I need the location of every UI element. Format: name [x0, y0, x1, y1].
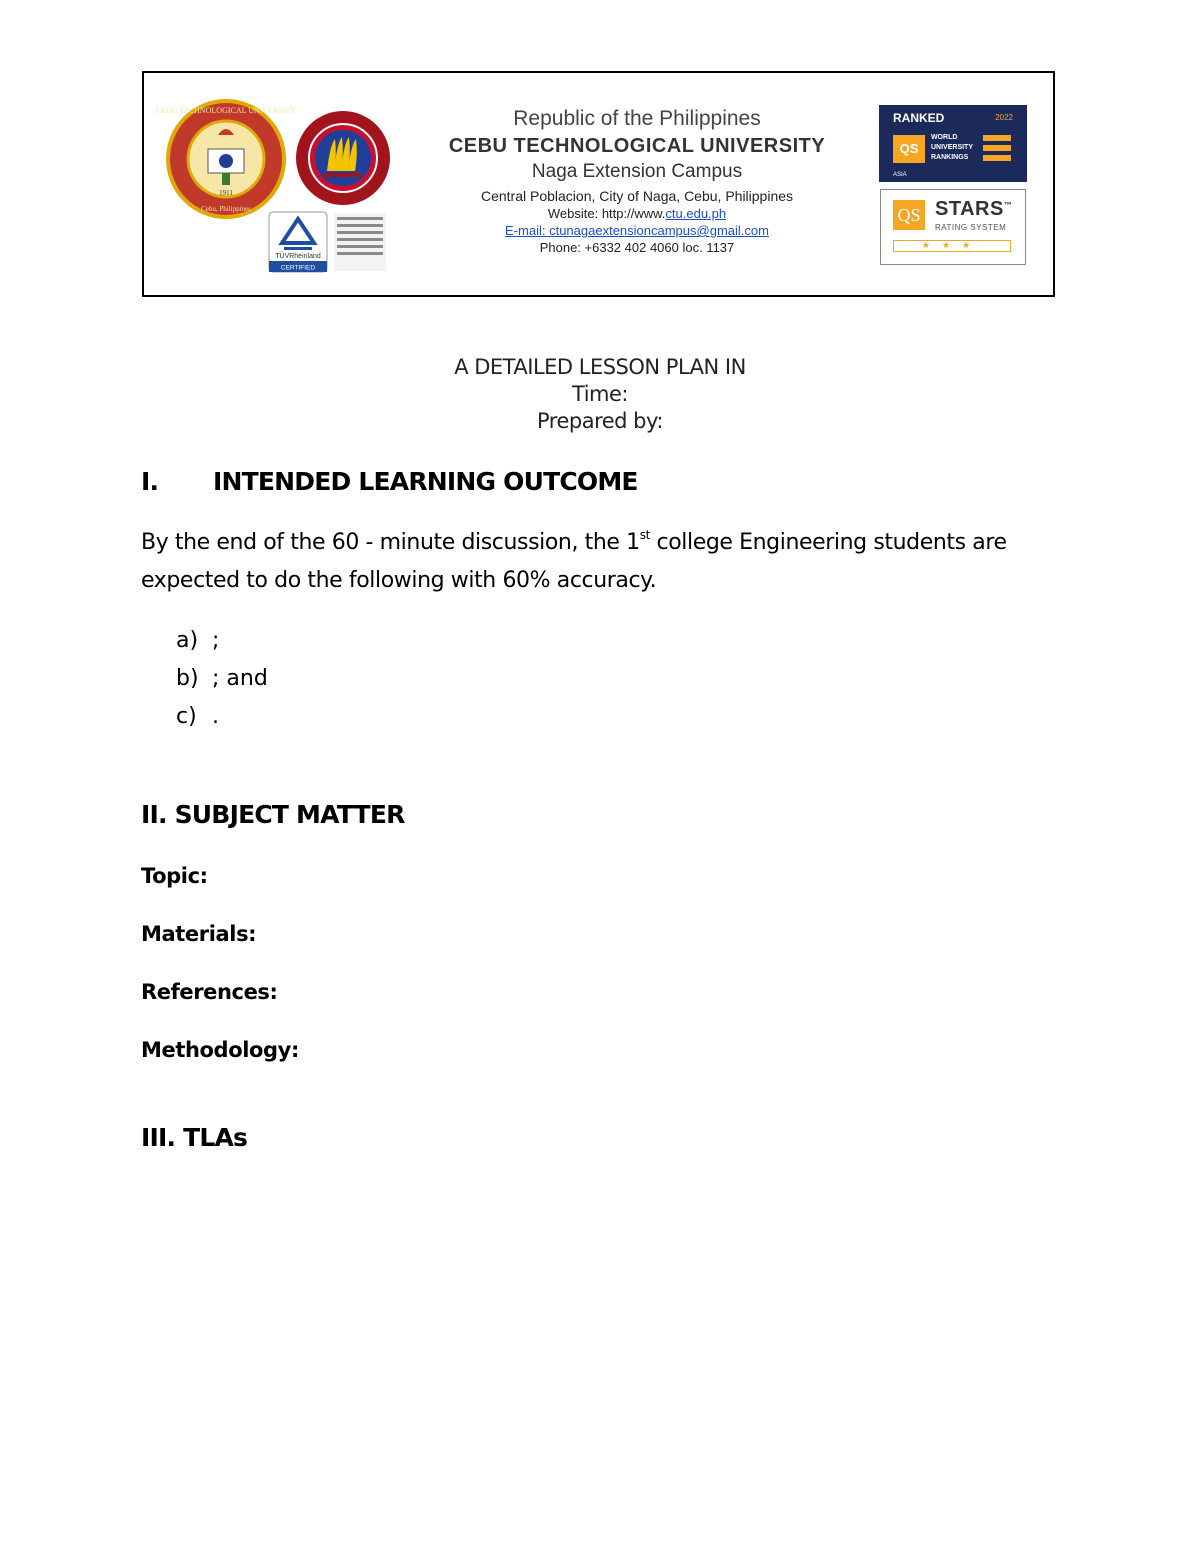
lesson-plan-title	[0, 354, 1200, 435]
title-prepared-by: Prepared by:	[537, 409, 663, 433]
website-link[interactable]: ctu.edu.ph	[665, 206, 727, 221]
qs-stars-badge	[880, 189, 1026, 265]
section-3-heading: III. TLAs	[141, 1123, 248, 1152]
qs-ranked-badge	[879, 105, 1027, 182]
outcome-list	[176, 622, 268, 736]
qs-mark-icon: QS	[893, 135, 925, 163]
list-item	[176, 698, 268, 736]
list-item-text: ; and	[212, 666, 268, 691]
letterhead	[142, 71, 1055, 297]
list-marker: a)	[176, 628, 199, 653]
tuv-badge-icon	[268, 211, 328, 273]
seal-subtext: Cebu, Philippines	[201, 205, 251, 213]
email-link[interactable]: E-mail: ctunagaextensioncampus@gmail.com	[505, 223, 769, 238]
qs-ranked-label: RANKED	[893, 111, 945, 125]
asean-logo	[294, 109, 392, 207]
tuv-certified: CERTIFIED	[280, 264, 316, 272]
qs-rankings-line: RANKINGS	[931, 154, 969, 161]
qs-ranked-year: 2022	[995, 113, 1013, 122]
seal-text: CEBU TECHNOLOGICAL UNIVERSITY	[155, 106, 297, 115]
phone-line: Phone: +6332 402 4060 loc. 1137	[539, 240, 735, 255]
website-label: Website: http://www.	[547, 206, 666, 221]
list-item	[176, 660, 268, 698]
title-line-1: A DETAILED LESSON PLAN IN	[454, 355, 746, 379]
qs-stars-tm: ™	[1003, 200, 1013, 210]
tuv-certification-logo	[268, 211, 390, 275]
materials-label: Materials:	[141, 922, 257, 946]
list-marker: b)	[176, 666, 199, 691]
qs-rankings-text	[931, 133, 983, 163]
seal-year: 1911	[219, 189, 233, 197]
campus-address: Central Poblacion, City of Naga, Cebu, Philippines	[480, 188, 794, 204]
list-item-text: .	[212, 704, 219, 729]
qs-stars-word-text: STARS	[935, 198, 1004, 220]
section-2-heading: II. SUBJECT MATTER	[141, 800, 405, 829]
qs-region: ASIA	[893, 172, 907, 178]
references-label: References:	[141, 980, 278, 1004]
section-1-number: I.	[141, 467, 159, 496]
campus-name: Naga Extension Campus	[531, 161, 743, 182]
qs-rankings-line: WORLD	[931, 134, 958, 141]
list-item-text: ;	[212, 628, 220, 653]
learning-outcome-paragraph	[141, 524, 1061, 600]
para-superscript: st	[639, 527, 650, 542]
tuv-brand: TÜVRheinland	[275, 253, 321, 260]
section-1-heading	[141, 467, 638, 496]
list-item	[176, 622, 268, 660]
qs-stars-word	[935, 198, 1012, 221]
list-marker: c)	[176, 704, 197, 729]
topic-label: Topic:	[141, 864, 208, 888]
website-line	[412, 205, 862, 222]
ctu-seal-logo	[155, 97, 297, 221]
university-name: CEBU TECHNOLOGICAL UNIVERSITY	[448, 135, 826, 157]
qs-rankings-line: UNIVERSITY	[931, 144, 974, 151]
qs-bars	[983, 135, 1011, 165]
qs-stars-subtitle: RATING SYSTEM	[935, 223, 1007, 232]
qs-stars-rating-icon: ★★★	[893, 240, 1011, 252]
para-part-1: By the end of the 60 - minute discussion, the 1	[141, 530, 640, 555]
section-1-title: INTENDED LEARNING OUTCOME	[213, 467, 638, 496]
tuv-cert-details	[334, 213, 386, 271]
title-time: Time:	[572, 382, 628, 406]
republic-line: Republic of the Philippines	[513, 107, 761, 130]
letterhead-text	[412, 105, 862, 256]
methodology-label: Methodology:	[141, 1038, 299, 1062]
para-part-2: college Engineering students are expected to do the following with 60% accuracy.	[141, 530, 1007, 593]
qs-stars-mark-icon: QS	[893, 200, 925, 230]
